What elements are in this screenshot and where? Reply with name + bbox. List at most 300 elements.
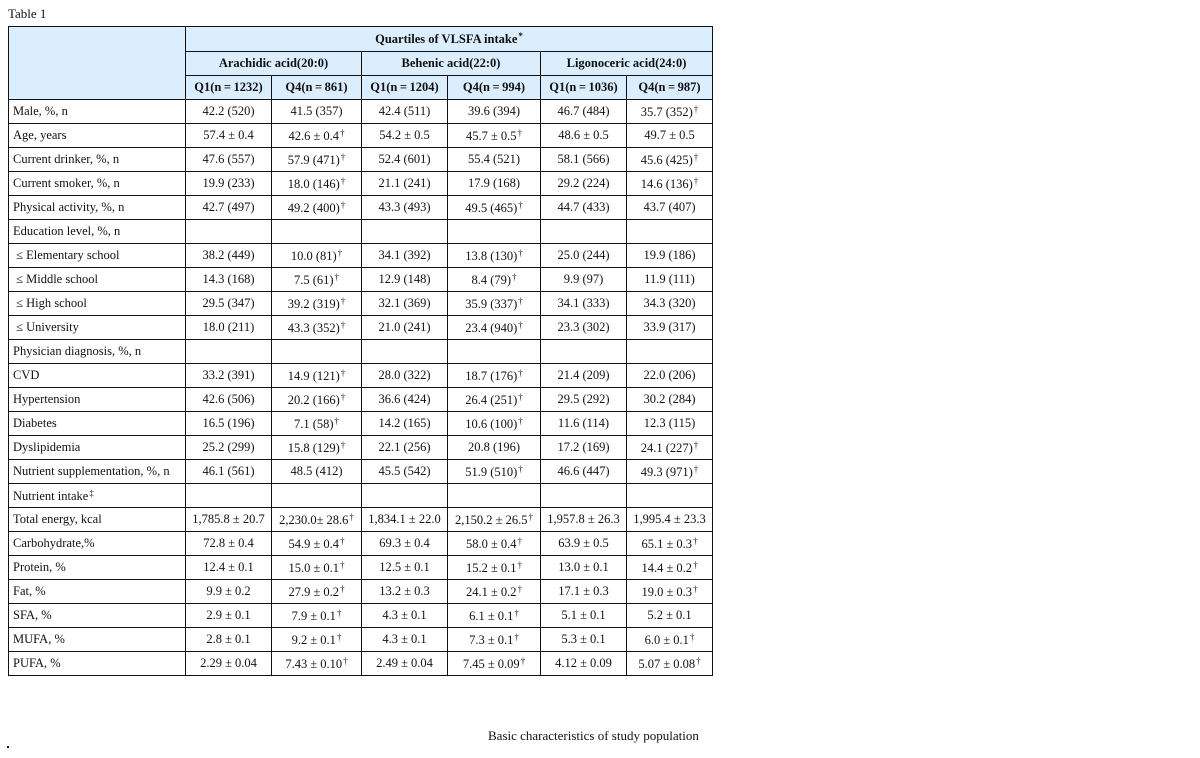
row-label — [9, 460, 186, 484]
significance-mark: † — [340, 391, 346, 402]
table-row — [9, 652, 713, 676]
table-row — [9, 460, 713, 484]
table-cell — [362, 292, 448, 316]
cell-value: 10.6 (100) — [465, 416, 518, 431]
cell-value: 43.3 (493) — [378, 200, 431, 214]
significance-mark: † — [340, 367, 346, 378]
cell-value: 21.0 (241) — [378, 320, 431, 334]
table-cell — [541, 340, 627, 364]
row-label — [9, 556, 186, 580]
cell-value: 49.2 (400) — [287, 200, 340, 215]
table-cell — [362, 436, 448, 460]
title-footnote-mark: * — [518, 31, 523, 41]
significance-mark: † — [528, 511, 533, 522]
table-cell — [272, 580, 362, 604]
cell-value: 24.1 (227) — [640, 440, 693, 455]
cell-value: 45.7 ± 0.5 — [465, 128, 517, 143]
cell-value: 46.7 (484) — [557, 104, 610, 118]
table-cell — [362, 652, 448, 676]
significance-mark: † — [340, 559, 345, 570]
cell-value: 15.8 (129) — [287, 440, 340, 455]
cell-value: 2.9 ± 0.1 — [206, 608, 251, 622]
cell-value: 10.0 (81) — [290, 248, 337, 263]
cell-value: 29.5 (347) — [202, 296, 255, 310]
table-cell — [362, 628, 448, 652]
row-label — [9, 604, 186, 628]
cell-value: 15.0 ± 0.1 — [288, 560, 340, 575]
cell-value: 49.3 (971) — [640, 464, 693, 479]
table-cell — [627, 148, 713, 172]
table-cell — [448, 124, 541, 148]
table-cell — [541, 124, 627, 148]
table-cell — [627, 508, 713, 532]
table-cell — [362, 172, 448, 196]
table-cell — [186, 532, 272, 556]
cell-value: 28.0 (322) — [378, 368, 431, 382]
cell-value: 13.0 ± 0.1 — [558, 560, 609, 574]
table-cell — [448, 604, 541, 628]
row-label — [9, 244, 186, 268]
cell-value: 24.1 ± 0.2 — [465, 584, 517, 599]
table-cell — [541, 172, 627, 196]
cell-value: 21.4 (209) — [557, 368, 610, 382]
significance-mark: † — [693, 583, 698, 594]
table-cell — [186, 316, 272, 340]
significance-mark: † — [334, 415, 340, 426]
table-cell — [362, 244, 448, 268]
cell-value: 58.0 ± 0.4 — [465, 536, 517, 551]
cell-value: 4.3 ± 0.1 — [382, 632, 427, 646]
significance-mark: † — [518, 367, 523, 378]
table-cell — [186, 244, 272, 268]
table-cell — [186, 484, 272, 508]
table-cell — [541, 580, 627, 604]
table-cell — [627, 172, 713, 196]
significance-mark: † — [343, 655, 348, 666]
cell-value: 14.4 ± 0.2 — [641, 560, 693, 575]
table-row — [9, 268, 713, 292]
table-cell — [272, 556, 362, 580]
table-cell — [627, 556, 713, 580]
table-cell — [362, 556, 448, 580]
significance-mark: † — [693, 439, 699, 450]
row-label — [9, 196, 186, 220]
cell-value: 9.9 (97) — [563, 272, 604, 286]
column-header: Q4(n = 861) — [272, 76, 362, 100]
row-label — [9, 268, 186, 292]
row-label-text: CVD — [13, 368, 40, 382]
table-cell — [186, 172, 272, 196]
row-label-text: PUFA, % — [13, 656, 61, 670]
row-label-text: Carbohydrate,% — [13, 536, 95, 550]
cell-value: 57.9 (471) — [287, 152, 340, 167]
cell-value: 41.5 (357) — [290, 104, 343, 118]
table-row — [9, 172, 713, 196]
significance-mark: † — [336, 607, 342, 618]
table-cell — [541, 556, 627, 580]
group-arachidic: Arachidic acid(20:0) — [186, 52, 362, 76]
table-cell — [362, 148, 448, 172]
table-cell — [272, 172, 362, 196]
cell-value: 6.1 ± 0.1 — [469, 608, 514, 623]
table-cell — [186, 388, 272, 412]
significance-mark: † — [340, 175, 346, 186]
column-header: Q1(n = 1232) — [186, 76, 272, 100]
row-label — [9, 148, 186, 172]
significance-mark: † — [512, 271, 517, 282]
row-label-text: Dyslipidemia — [13, 440, 81, 454]
cell-value: 69.3 ± 0.4 — [379, 536, 430, 550]
significance-mark: † — [349, 511, 354, 522]
significance-mark: † — [517, 127, 523, 138]
significance-mark: † — [340, 439, 346, 450]
cell-value: 44.7 (433) — [557, 200, 610, 214]
table-row — [9, 508, 713, 532]
table-cell — [448, 100, 541, 124]
table-cell — [272, 460, 362, 484]
table-cell — [362, 196, 448, 220]
table-cell — [448, 508, 541, 532]
table-cell — [627, 100, 713, 124]
table-cell — [448, 652, 541, 676]
cell-value: 1,957.8 ± 26.3 — [547, 512, 620, 526]
table-cell — [362, 124, 448, 148]
row-label-text: Physical activity, %, n — [13, 200, 125, 214]
table-cell — [541, 316, 627, 340]
table-cell — [272, 268, 362, 292]
row-label-text: ≤ University — [13, 320, 79, 334]
table-cell — [186, 340, 272, 364]
cell-value: 48.5 (412) — [290, 464, 343, 478]
table-cell — [627, 316, 713, 340]
table-cell — [272, 100, 362, 124]
table-cell — [541, 268, 627, 292]
table-cell — [541, 220, 627, 244]
table-cell — [448, 460, 541, 484]
cell-value: 6.0 ± 0.1 — [644, 632, 689, 647]
cell-value: 5.2 ± 0.1 — [647, 608, 692, 622]
cell-value: 8.4 (79) — [471, 272, 512, 287]
cell-value: 19.9 (233) — [202, 176, 255, 190]
row-header-blank — [9, 27, 186, 100]
cell-value: 5.07 ± 0.08 — [638, 656, 696, 671]
cell-value: 29.5 (292) — [557, 392, 610, 406]
significance-mark: † — [340, 319, 346, 330]
table-cell — [448, 196, 541, 220]
table-row — [9, 580, 713, 604]
cell-value: 27.9 ± 0.2 — [288, 584, 340, 599]
table-cell — [448, 148, 541, 172]
cell-value: 26.4 (251) — [465, 392, 518, 407]
table-cell — [541, 604, 627, 628]
table-cell — [541, 460, 627, 484]
cell-value: 46.1 (561) — [202, 464, 255, 478]
table-cell — [272, 316, 362, 340]
cell-value: 5.3 ± 0.1 — [561, 632, 606, 646]
table-cell — [627, 652, 713, 676]
table-cell — [186, 652, 272, 676]
cell-value: 19.0 ± 0.3 — [641, 584, 693, 599]
significance-mark: † — [518, 295, 523, 306]
table-cell — [362, 484, 448, 508]
cell-value: 33.2 (391) — [202, 368, 255, 382]
significance-mark: † — [693, 535, 698, 546]
table-cell — [448, 580, 541, 604]
table-cell — [541, 652, 627, 676]
cell-value: 54.9 ± 0.4 — [288, 536, 340, 551]
table-cell — [186, 292, 272, 316]
table-row — [9, 220, 713, 244]
row-label-text: ≤ Middle school — [13, 272, 98, 286]
row-label — [9, 652, 186, 676]
table-row — [9, 412, 713, 436]
table-cell — [541, 292, 627, 316]
row-label — [9, 412, 186, 436]
cell-value: 15.2 ± 0.1 — [465, 560, 517, 575]
significance-mark: † — [517, 535, 523, 546]
table-cell — [362, 580, 448, 604]
cell-value: 32.1 (369) — [378, 296, 431, 310]
row-label — [9, 580, 186, 604]
table-cell — [272, 412, 362, 436]
table-cell — [186, 196, 272, 220]
table-cell — [272, 148, 362, 172]
cell-value: 18.0 (211) — [202, 320, 255, 334]
table-cell — [448, 340, 541, 364]
cell-value: 5.1 ± 0.1 — [561, 608, 606, 622]
row-label-text: Age, years — [13, 128, 67, 142]
table-cell — [448, 244, 541, 268]
cell-value: 18.7 (176) — [465, 368, 518, 383]
table-row — [9, 628, 713, 652]
table-cell — [541, 364, 627, 388]
cell-value: 14.6 (136) — [640, 176, 693, 191]
row-label — [9, 388, 186, 412]
table-row — [9, 100, 713, 124]
significance-mark: † — [340, 151, 346, 162]
cell-value: 16.5 (196) — [202, 416, 255, 430]
table-cell — [186, 124, 272, 148]
significance-mark: † — [693, 103, 699, 114]
table-cell — [186, 100, 272, 124]
row-label — [9, 100, 186, 124]
table-cell — [541, 436, 627, 460]
significance-mark: † — [517, 559, 523, 570]
table-cell — [541, 412, 627, 436]
cell-value: 17.1 ± 0.3 — [558, 584, 609, 598]
table-row — [9, 484, 713, 508]
table-cell — [272, 364, 362, 388]
table-cell — [627, 292, 713, 316]
column-header: Q4(n = 994) — [448, 76, 541, 100]
row-label — [9, 172, 186, 196]
table-cell — [448, 292, 541, 316]
row-label — [9, 508, 186, 532]
row-label-text: Protein, % — [13, 560, 66, 574]
cell-value: 2.49 ± 0.04 — [376, 656, 433, 670]
cell-value: 58.1 (566) — [557, 152, 610, 166]
cell-value: 35.7 (352) — [640, 104, 693, 119]
cell-value: 11.6 (114) — [557, 416, 610, 430]
cell-value: 39.2 (319) — [287, 296, 340, 311]
row-label-text: SFA, % — [13, 608, 52, 622]
table-cell — [272, 244, 362, 268]
table-row — [9, 292, 713, 316]
table-cell — [186, 220, 272, 244]
table-cell — [627, 220, 713, 244]
table-cell — [272, 484, 362, 508]
table-label: Table 1 — [8, 6, 47, 21]
cell-value: 34.3 (320) — [643, 296, 696, 310]
row-label — [9, 436, 186, 460]
table-cell — [627, 412, 713, 436]
table-cell — [272, 196, 362, 220]
cell-value: 2,150.2 ± 26.5 — [455, 512, 528, 527]
table-cell — [186, 412, 272, 436]
table-cell — [272, 604, 362, 628]
table-cell — [362, 460, 448, 484]
table-cell — [186, 436, 272, 460]
cell-value: 2.8 ± 0.1 — [206, 632, 251, 646]
table-cell — [362, 100, 448, 124]
cell-value: 12.3 (115) — [643, 416, 696, 430]
table-row — [9, 532, 713, 556]
cell-value: 17.9 (168) — [467, 176, 521, 190]
cell-value: 2,230.0± 28.6 — [279, 512, 349, 527]
characteristics-table — [8, 26, 713, 676]
table-cell — [448, 532, 541, 556]
cell-value: 13.8 (130) — [465, 248, 518, 263]
table-cell — [272, 388, 362, 412]
table-title-text: Quartiles of VLSFA intake — [375, 32, 518, 46]
significance-mark: † — [693, 559, 698, 570]
cell-value: 42.2 (520) — [202, 104, 255, 118]
cell-value: 63.9 ± 0.5 — [558, 536, 609, 550]
table-row — [9, 316, 713, 340]
cell-value: 65.1 ± 0.3 — [641, 536, 693, 551]
table-cell — [448, 556, 541, 580]
cell-value: 12.4 ± 0.1 — [203, 560, 254, 574]
table-cell — [362, 316, 448, 340]
cell-value: 19.9 (186) — [643, 248, 696, 262]
significance-mark: † — [334, 271, 340, 282]
row-label — [9, 316, 186, 340]
table-cell — [272, 532, 362, 556]
table-cell — [448, 316, 541, 340]
cell-value: 30.2 (284) — [643, 392, 696, 406]
cell-value: 23.3 (302) — [557, 320, 610, 334]
table-cell — [272, 340, 362, 364]
table-row — [9, 364, 713, 388]
significance-mark: † — [518, 199, 523, 210]
significance-mark: † — [518, 463, 523, 474]
row-label-text: Nutrient intake — [13, 488, 89, 503]
table-cell — [272, 652, 362, 676]
table-cell — [627, 244, 713, 268]
cell-value: 42.4 (511) — [378, 104, 431, 118]
table-cell — [272, 436, 362, 460]
row-label-text: Current smoker, %, n — [13, 176, 120, 190]
table-cell — [448, 172, 541, 196]
table-cell — [541, 628, 627, 652]
cell-value: 7.9 ± 0.1 — [291, 608, 336, 623]
cell-value: 42.6 (506) — [202, 392, 255, 406]
table-cell — [541, 100, 627, 124]
table-cell — [627, 580, 713, 604]
table-cell — [448, 388, 541, 412]
table-cell — [448, 436, 541, 460]
group-ligonoceric: Ligonoceric acid(24:0) — [541, 52, 713, 76]
row-label-text: Hypertension — [13, 392, 81, 406]
row-label-text: Education level, %, n — [13, 224, 121, 238]
table-cell — [541, 196, 627, 220]
table-cell — [541, 532, 627, 556]
row-label-text: ≤ High school — [13, 296, 87, 310]
table-cell — [627, 364, 713, 388]
cell-value: 1,834.1 ± 22.0 — [368, 512, 441, 526]
cell-value: 25.0 (244) — [557, 248, 610, 262]
significance-mark: † — [514, 631, 519, 642]
table-cell — [448, 484, 541, 508]
column-header: Q4(n = 987) — [627, 76, 713, 100]
cell-value: 7.3 ± 0.1 — [469, 632, 514, 647]
cell-value: 11.9 (111) — [644, 272, 695, 286]
cell-value: 42.7 (497) — [202, 200, 255, 214]
significance-mark: † — [340, 535, 345, 546]
cell-value: 12.9 (148) — [378, 272, 431, 286]
row-label-text: Physician diagnosis, %, n — [13, 344, 142, 358]
cell-value: 29.2 (224) — [557, 176, 610, 190]
row-label-text: Diabetes — [13, 416, 57, 430]
cell-value: 4.3 ± 0.1 — [382, 608, 427, 622]
cell-value: 22.0 (206) — [643, 368, 696, 382]
table-cell — [627, 604, 713, 628]
significance-mark: † — [340, 583, 345, 594]
cell-value: 33.9 (317) — [643, 320, 696, 334]
table-row — [9, 604, 713, 628]
cell-value: 2.29 ± 0.04 — [200, 656, 257, 670]
table-cell — [272, 124, 362, 148]
table-cell — [627, 484, 713, 508]
cell-value: 49.7 ± 0.5 — [644, 128, 695, 142]
cell-value: 7.45 ± 0.09 — [462, 656, 520, 671]
cell-value: 7.5 (61) — [293, 272, 334, 287]
table-cell — [186, 148, 272, 172]
significance-mark: † — [689, 631, 695, 642]
cell-value: 25.2 (299) — [202, 440, 255, 454]
row-label — [9, 292, 186, 316]
table-row — [9, 388, 713, 412]
cell-value: 52.4 (601) — [378, 152, 431, 166]
cell-value: 17.2 (169) — [557, 440, 610, 454]
table-cell — [627, 628, 713, 652]
table-cell — [448, 412, 541, 436]
row-label-text: ≤ Elementary school — [13, 248, 120, 262]
table-cell — [362, 364, 448, 388]
table-cell — [362, 268, 448, 292]
cell-value: 35.9 (337) — [465, 296, 518, 311]
table-cell — [627, 268, 713, 292]
table-cell — [362, 340, 448, 364]
table-body — [9, 100, 713, 676]
row-label — [9, 124, 186, 148]
cell-value: 43.3 (352) — [287, 320, 340, 335]
cell-value: 9.2 ± 0.1 — [291, 632, 336, 647]
cell-value: 51.9 (510) — [465, 464, 518, 479]
table-caption: Basic characteristics of study population — [488, 728, 699, 743]
cell-value: 22.1 (256) — [378, 440, 431, 454]
row-label-text: Current drinker, %, n — [13, 152, 120, 166]
